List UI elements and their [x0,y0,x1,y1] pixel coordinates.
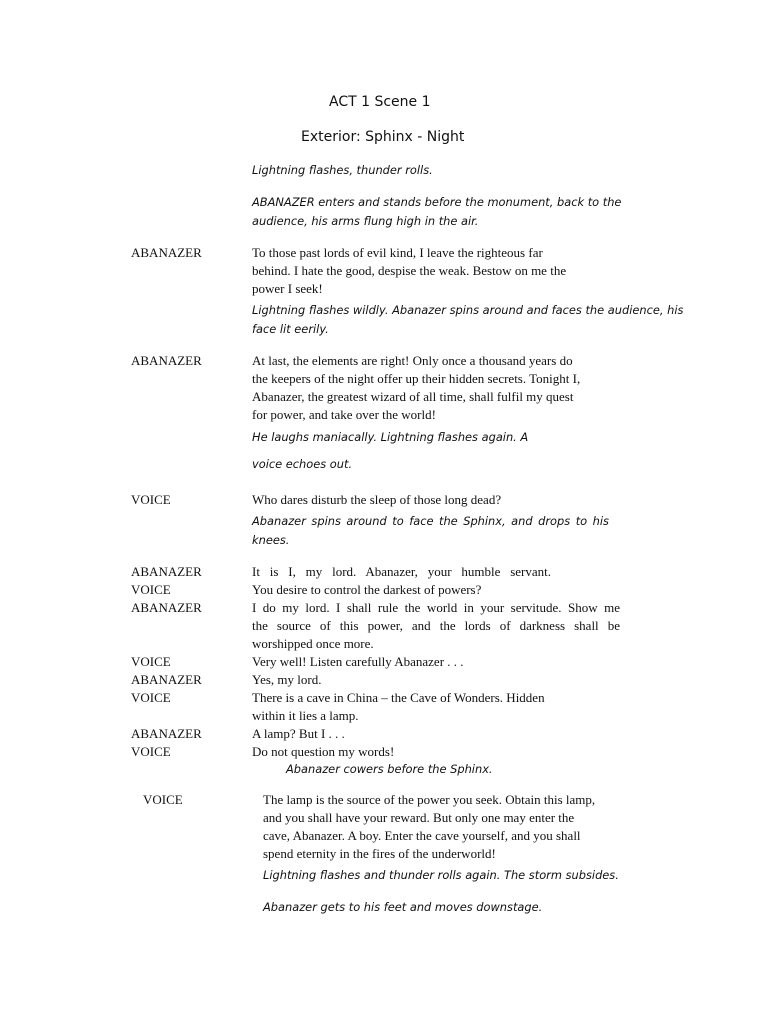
dialogue-line: At last, the elements are right! Only once a thousand years do [252,353,573,368]
dialogue-line: behind. I hate the good, despise the weak. Bestow on me the [252,263,567,278]
stage-direction: knees. [252,533,290,547]
speaker-name: ABANAZER [131,726,202,741]
act-heading: ACT 1 Scene 1 [329,94,431,110]
dialogue-line: There is a cave in China – the Cave of Wonders. Hidden [252,690,545,705]
stage-direction: Lightning flashes wildly. Abanazer spins around and faces the audience, his [252,303,684,317]
dialogue-line: Yes, my lord. [252,672,322,687]
dialogue-line: The lamp is the source of the power you seek. Obtain this lamp, [263,792,596,807]
stage-direction: Lightning flashes and thunder rolls again. The storm subsides. [263,868,619,882]
dialogue-line: spend eternity in the fires of the underworld! [263,846,496,861]
dialogue-line: Abanazer, the greatest wizard of all time, shall fulfil my quest [252,389,574,404]
stage-direction: Abanazer gets to his feet and moves downstage. [263,900,543,914]
speaker-name: ABANAZER [131,600,202,615]
dialogue-line: Very well! Listen carefully Abanazer . . . [252,654,464,669]
dialogue-line: Do not question my words! [252,744,395,759]
speaker-name: ABANAZER [131,353,202,368]
location-heading: Exterior: Sphinx - Night [301,129,465,145]
stage-direction: face lit eerily. [252,322,329,336]
dialogue-line: It is I, my lord. Abanazer, your humble servant. [252,564,551,579]
speaker-name: VOICE [131,690,171,705]
stage-direction: audience, his arms flung high in the air. [252,214,479,228]
stage-direction: Abanazer spins around to face the Sphinx, and drops to his [252,514,609,528]
dialogue-line: I do my lord. I shall rule the world in your servitude. Show me [252,600,620,615]
dialogue-line: You desire to control the darkest of powers? [252,582,482,597]
dialogue-line: Who dares disturb the sleep of those long dead? [252,492,502,507]
dialogue-line: cave, Abanazer. A boy. Enter the cave yourself, and you shall [263,828,581,843]
dialogue-line: worshipped once more. [252,636,374,651]
dialogue-line: within it lies a lamp. [252,708,359,723]
speaker-name: VOICE [131,492,171,507]
speaker-name: ABANAZER [131,245,202,260]
stage-direction: ABANAZER enters and stands before the monument, back to the [252,195,622,209]
dialogue-line: for power, and take over the world! [252,407,436,422]
dialogue-line: the keepers of the night offer up their hidden secrets. Tonight I, [252,371,581,386]
speaker-name: ABANAZER [131,672,202,687]
stage-direction: Lightning flashes, thunder rolls. [252,163,433,177]
speaker-name: VOICE [131,582,171,597]
dialogue-line: the source of this power, and the lords of darkness shall be [252,618,620,633]
dialogue-line: To those past lords of evil kind, I leave the righteous far [252,245,543,260]
stage-direction: He laughs maniacally. Lightning flashes again. A [252,430,529,444]
stage-direction: voice echoes out. [252,457,353,471]
dialogue-line: power I seek! [252,281,323,296]
dialogue-line: and you shall have your reward. But only one may enter the [263,810,575,825]
stage-direction: Abanazer cowers before the Sphinx. [286,762,493,776]
speaker-name: VOICE [131,744,171,759]
speaker-name: ABANAZER [131,564,202,579]
dialogue-line: A lamp? But I . . . [252,726,345,741]
speaker-name: VOICE [143,792,183,807]
speaker-name: VOICE [131,654,171,669]
